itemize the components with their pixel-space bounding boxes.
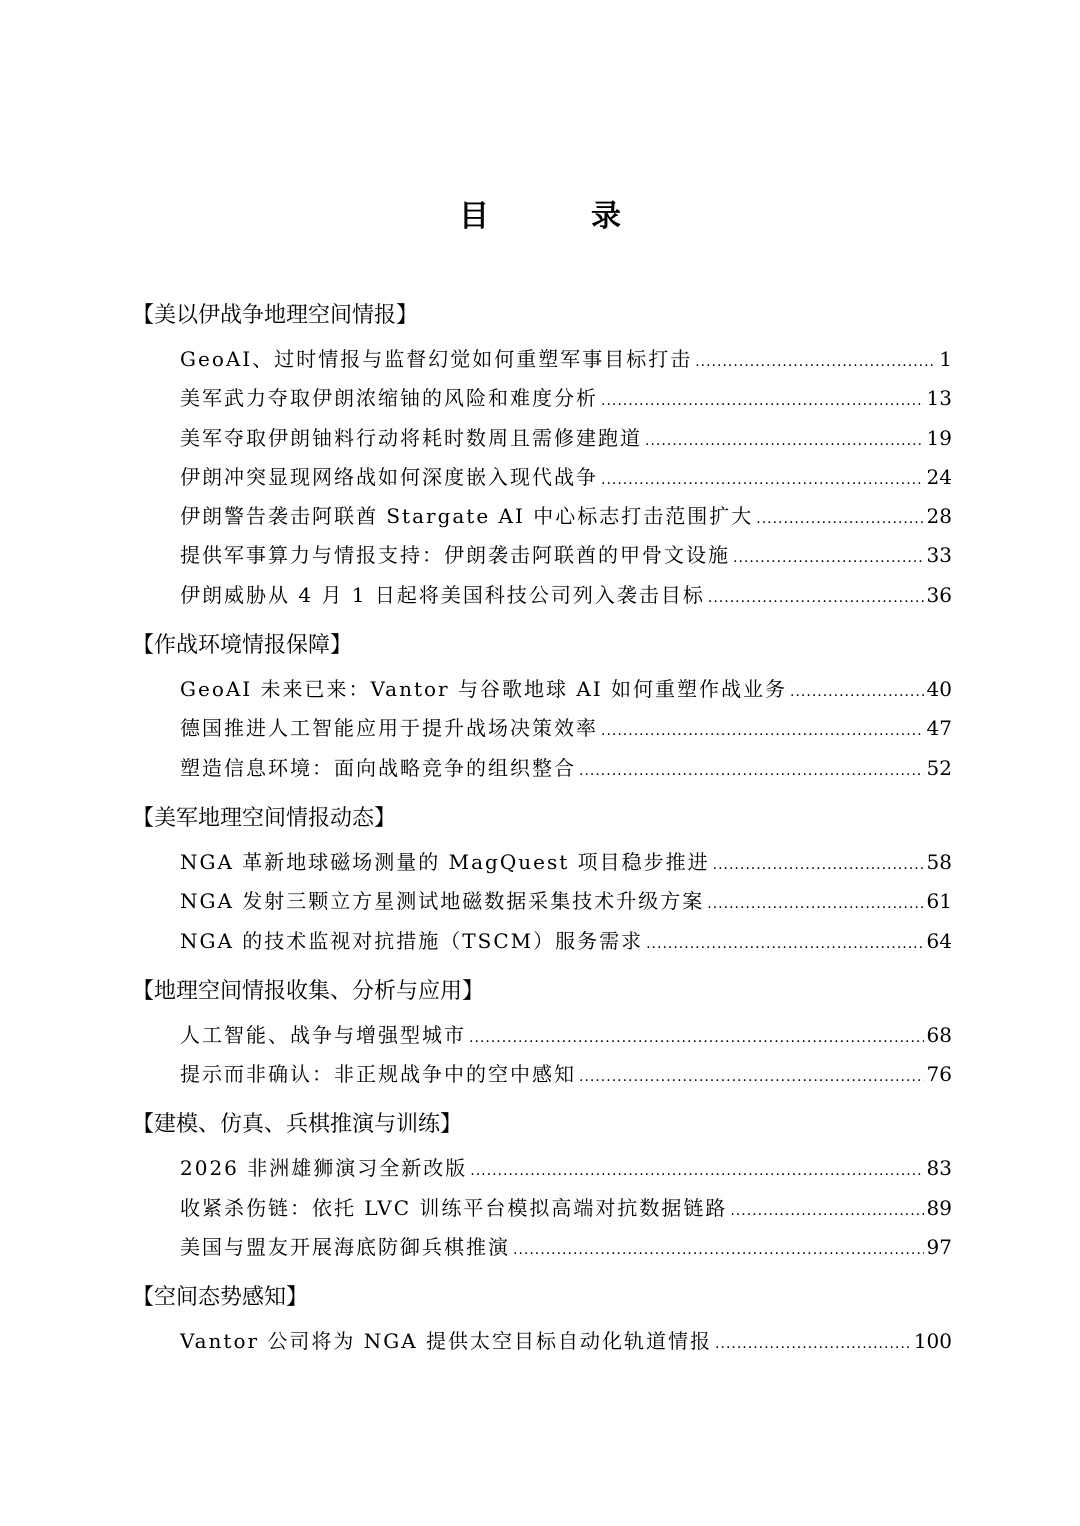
entry-title: 伊朗警告袭击阿联酋 Stargate AI 中心标志打击范围扩大 (180, 504, 754, 529)
dot-leader (695, 343, 936, 382)
entry-title: 美军武力夺取伊朗浓缩铀的风险和难度分析 (180, 386, 598, 411)
toc-entry[interactable] (180, 497, 952, 536)
toc-entry[interactable] (180, 843, 952, 882)
dot-leader (733, 539, 924, 578)
page-number: 58 (926, 849, 952, 874)
page-number: 61 (926, 889, 952, 914)
dot-leader (579, 1058, 924, 1097)
dot-leader (601, 461, 924, 500)
section-heading: 【空间态势感知】 (132, 1285, 309, 1311)
entry-title: 2026 非洲雄狮演习全新改版 (180, 1156, 468, 1181)
dot-leader (756, 500, 923, 539)
toc-entry[interactable] (180, 1016, 952, 1055)
dot-leader (469, 1019, 924, 1058)
section-heading: 【美军地理空间情报动态】 (132, 805, 397, 831)
page-number: 52 (926, 755, 952, 780)
toc-section (132, 1278, 952, 1361)
entry-title: 提供军事算力与情报支持：伊朗袭击阿联酋的甲骨文设施 (180, 543, 730, 568)
toc-entry[interactable] (180, 709, 952, 748)
toc-entry[interactable] (180, 340, 952, 379)
page-number: 1 (939, 347, 952, 371)
toc-entry[interactable] (180, 1228, 952, 1267)
toc-entry[interactable] (180, 379, 952, 418)
page-number: 24 (926, 464, 952, 489)
page-number: 40 (926, 677, 952, 702)
page-number: 76 (926, 1062, 952, 1087)
section-heading: 【美以伊战争地理空间情报】 (132, 303, 419, 328)
toc-section (132, 626, 952, 788)
entry-title: 提示而非确认：非正规战争中的空中感知 (180, 1062, 576, 1087)
page-number: 19 (926, 425, 952, 450)
dot-leader (790, 673, 924, 712)
toc-entry[interactable] (180, 1149, 952, 1188)
dot-leader (470, 1152, 923, 1191)
toc-entry[interactable] (180, 1322, 952, 1361)
toc-section (132, 799, 952, 961)
dot-leader (645, 422, 924, 461)
entry-title: GeoAI 未来已来：Vantor 与谷歌地球 AI 如何重塑作战业务 (180, 677, 788, 702)
dot-leader (730, 1192, 923, 1231)
entry-title: 美军夺取伊朗铀料行动将耗时数周且需修建跑道 (180, 425, 642, 450)
toc-entry[interactable] (180, 576, 952, 615)
toc-entry[interactable] (180, 1189, 952, 1228)
page-number: 33 (926, 543, 952, 568)
toc-section (132, 1105, 952, 1267)
dot-leader (715, 1325, 911, 1364)
entry-title: 伊朗冲突显现网络战如何深度嵌入现代战争 (180, 464, 598, 489)
toc-entry[interactable] (180, 1055, 952, 1094)
entry-title: 收紧杀伤链：依托 LVC 训练平台模拟高端对抗数据链路 (180, 1195, 728, 1220)
entry-title: 人工智能、战争与增强型城市 (180, 1022, 466, 1047)
dot-leader (513, 1231, 924, 1270)
dot-leader (601, 712, 924, 751)
page-number: 97 (926, 1235, 952, 1260)
entry-title: NGA 革新地球磁场测量的 MagQuest 项目稳步推进 (180, 849, 710, 874)
dot-leader (707, 885, 923, 924)
toc-section (132, 972, 952, 1095)
toc-entry[interactable] (180, 536, 952, 575)
toc-entry[interactable] (180, 882, 952, 921)
table-of-contents (132, 296, 952, 1373)
toc-entry[interactable] (180, 922, 952, 961)
entry-title: NGA 的技术监视对抗措施（TSCM）服务需求 (180, 928, 644, 953)
page-number: 13 (926, 386, 952, 411)
page-number: 28 (926, 504, 952, 529)
entry-title: 伊朗威胁从 4 月 1 日起将美国科技公司列入袭击目标 (180, 582, 705, 607)
toc-entry[interactable] (180, 749, 952, 788)
page-number: 89 (926, 1195, 952, 1220)
entry-title: NGA 发射三颗立方星测试地磁数据采集技术升级方案 (180, 889, 705, 914)
dot-leader (713, 846, 924, 885)
toc-entry[interactable] (180, 419, 952, 458)
page-number: 83 (926, 1156, 952, 1181)
toc-entry[interactable] (180, 458, 952, 497)
page-number: 68 (926, 1022, 952, 1047)
entry-title: 德国推进人工智能应用于提升战场决策效率 (180, 716, 598, 741)
page-number: 64 (926, 928, 952, 953)
entry-title: 美国与盟友开展海底防御兵棋推演 (180, 1235, 510, 1260)
dot-leader (646, 925, 923, 964)
section-heading: 【地理空间情报收集、分析与应用】 (132, 978, 485, 1004)
toc-entry[interactable] (180, 670, 952, 709)
entry-title: Vantor 公司将为 NGA 提供太空目标自动化轨道情报 (180, 1329, 713, 1354)
dot-leader (579, 752, 924, 791)
section-heading: 【作战环境情报保障】 (132, 633, 353, 659)
page-title: 目 录 (459, 199, 657, 234)
page-number: 47 (926, 716, 952, 741)
dot-leader (601, 382, 924, 421)
toc-section (132, 296, 952, 615)
entry-title: GeoAI、过时情报与监督幻觉如何重塑军事目标打击 (180, 347, 693, 371)
entry-title: 塑造信息环境：面向战略竞争的组织整合 (180, 755, 576, 780)
dot-leader (708, 579, 924, 618)
page-number: 100 (913, 1329, 952, 1354)
page-number: 36 (926, 582, 952, 607)
section-heading: 【建模、仿真、兵棋推演与训练】 (132, 1112, 463, 1138)
